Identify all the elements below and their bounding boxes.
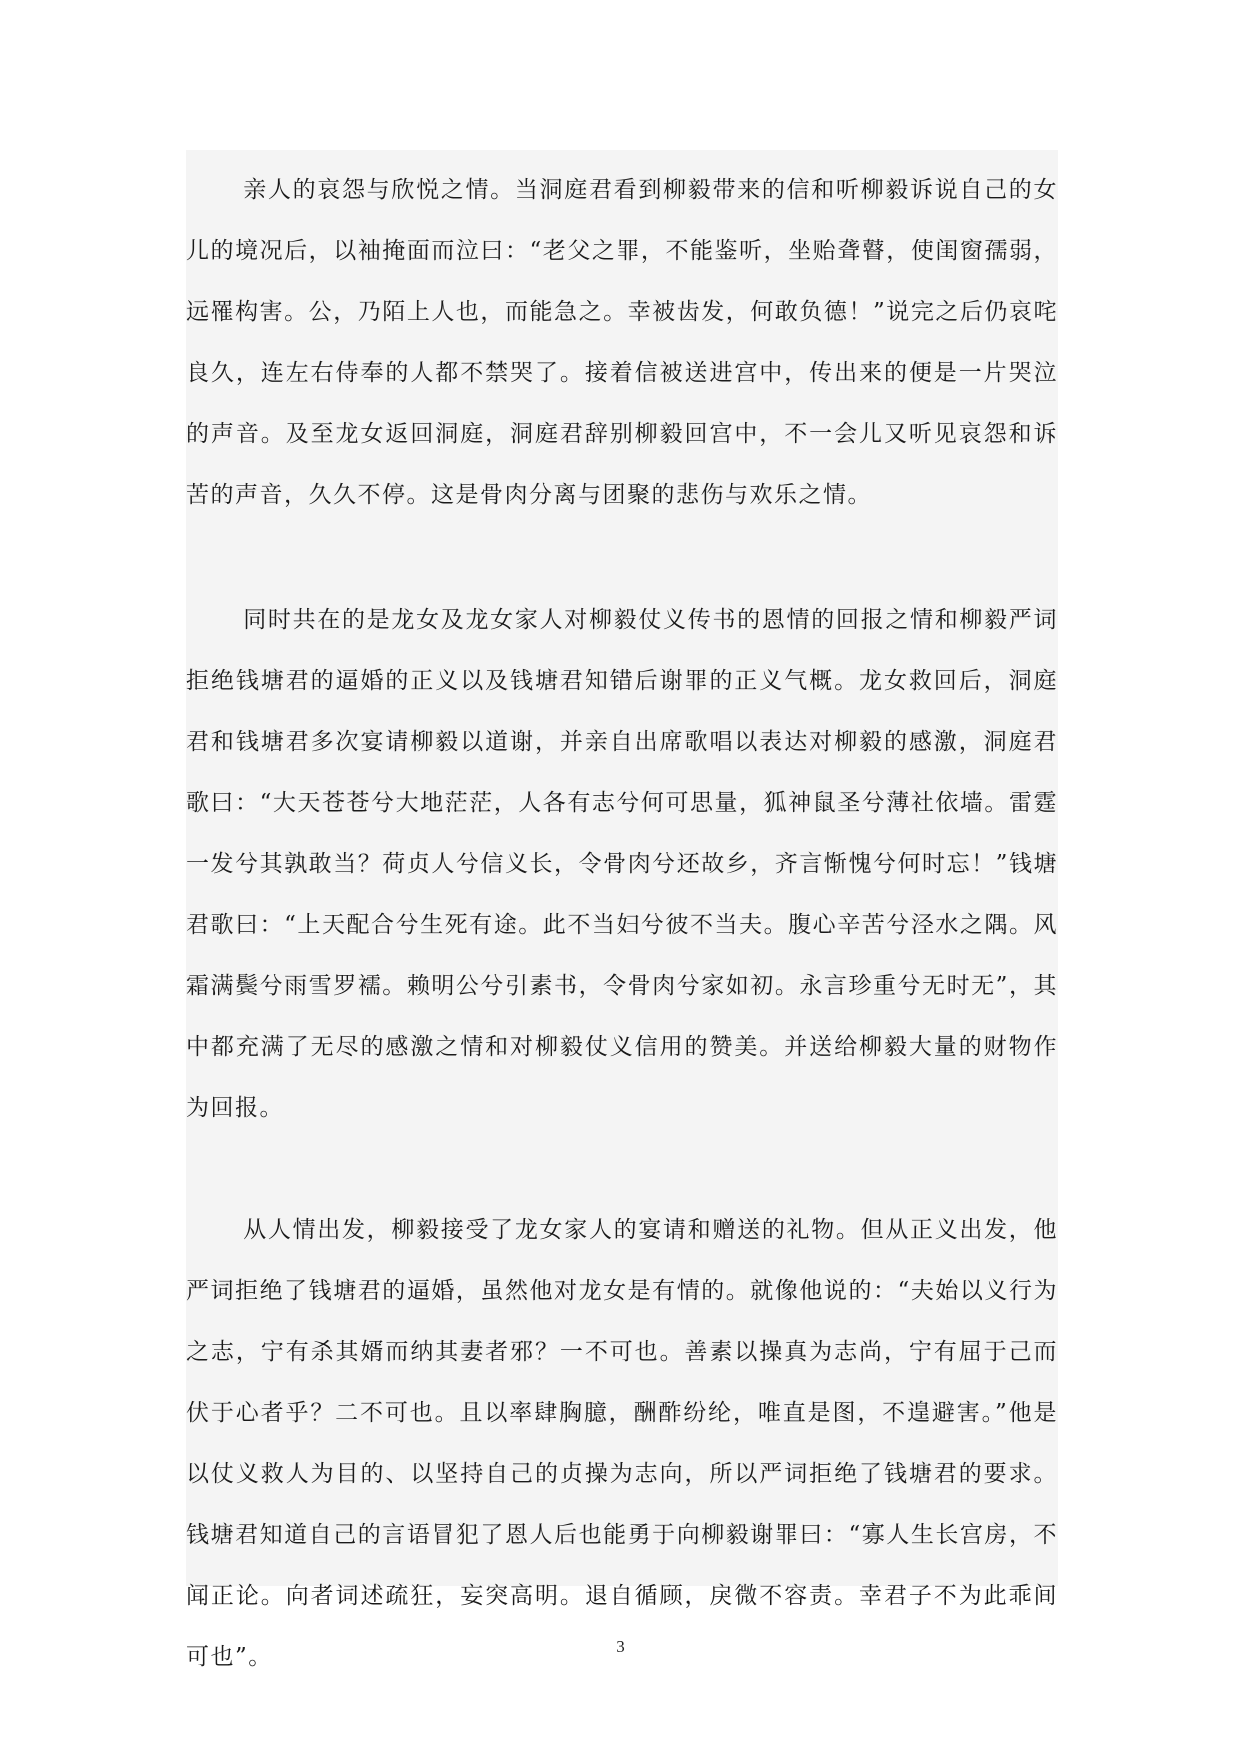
paragraph-2-text: 同时共在的是龙女及龙女家人对柳毅仗义传书的恩情的回报之情和柳毅严词拒绝钱塘君的逼婚的正义以及钱塘君知错后谢罪的正义气概。龙女救回后，洞庭君和钱塘君多次宴请柳毅以道谢，并亲自出席歌唱以表达对柳毅的感激，洞庭君歌曰：“大天苍苍兮大地茫茫，人各有志兮何可思量，狐神鼠圣兮薄社依墙。雷霆一发兮其孰敢当？荷贞人兮信义长，令骨肉兮还故乡，齐言惭愧兮何时忘！”钱塘君歌曰：“上天配合兮生死有途。此不当妇兮彼不当夫。腹心辛苦兮泾水之隅。风霜满鬓兮雨雪罗襦。赖明公兮引素书，令骨肉兮家如初。永言珍重兮无时无”，其中都充满了无尽的感激之情和对柳毅仗义信用的赞美。并送给柳毅大量的财物作为回报。 (186, 607, 1058, 1121)
paragraph-3-text: 从人情出发，柳毅接受了龙女家人的宴请和赠送的礼物。但从正义出发，他严词拒绝了钱塘君的逼婚，虽然他对龙女是有情的。就像他说的：“夫始以义行为之志，宁有杀其婿而纳其妻者邪？一不可也。善素以操真为志尚，宁有屈于己而伏于心者乎？二不可也。且以率肆胸臆，酬酢纷纶，唯直是图，不遑避害。”他是以仗义救人为目的、以坚持自己的贞操为志向，所以严词拒绝了钱塘君的要求。钱塘君知道自己的言语冒犯了恩人后也能勇于向柳毅谢罪曰：“寡人生长宫房，不闻正论。向者词述疏狂，妄突高明。退自循顾，戾微不容责。幸君子不为此乖间可也”。 (186, 1217, 1058, 1670)
paragraph-1 (186, 160, 1058, 526)
paragraph-1-text: 亲人的哀怨与欣悦之情。当洞庭君看到柳毅带来的信和听柳毅诉说自己的女儿的境况后，以袖掩面而泣曰：“老父之罪，不能鉴听，坐贻聋瞽，使闺窗孺弱，远罹构害。公，乃陌上人也，而能急之。幸被齿发，何敢负德！”说完之后仍哀咤良久，连左右侍奉的人都不禁哭了。接着信被送进宫中，传出来的便是一片哭泣的声音。及至龙女返回洞庭，洞庭君辞别柳毅回宫中，不一会儿又听见哀怨和诉苦的声音，久久不停。这是骨肉分离与团聚的悲伤与欢乐之情。 (186, 177, 1058, 508)
page-number: 3 (616, 1637, 625, 1656)
paragraph-2 (186, 590, 1058, 1139)
text-block (186, 150, 1058, 1670)
paragraph-3 (186, 1200, 1058, 1688)
